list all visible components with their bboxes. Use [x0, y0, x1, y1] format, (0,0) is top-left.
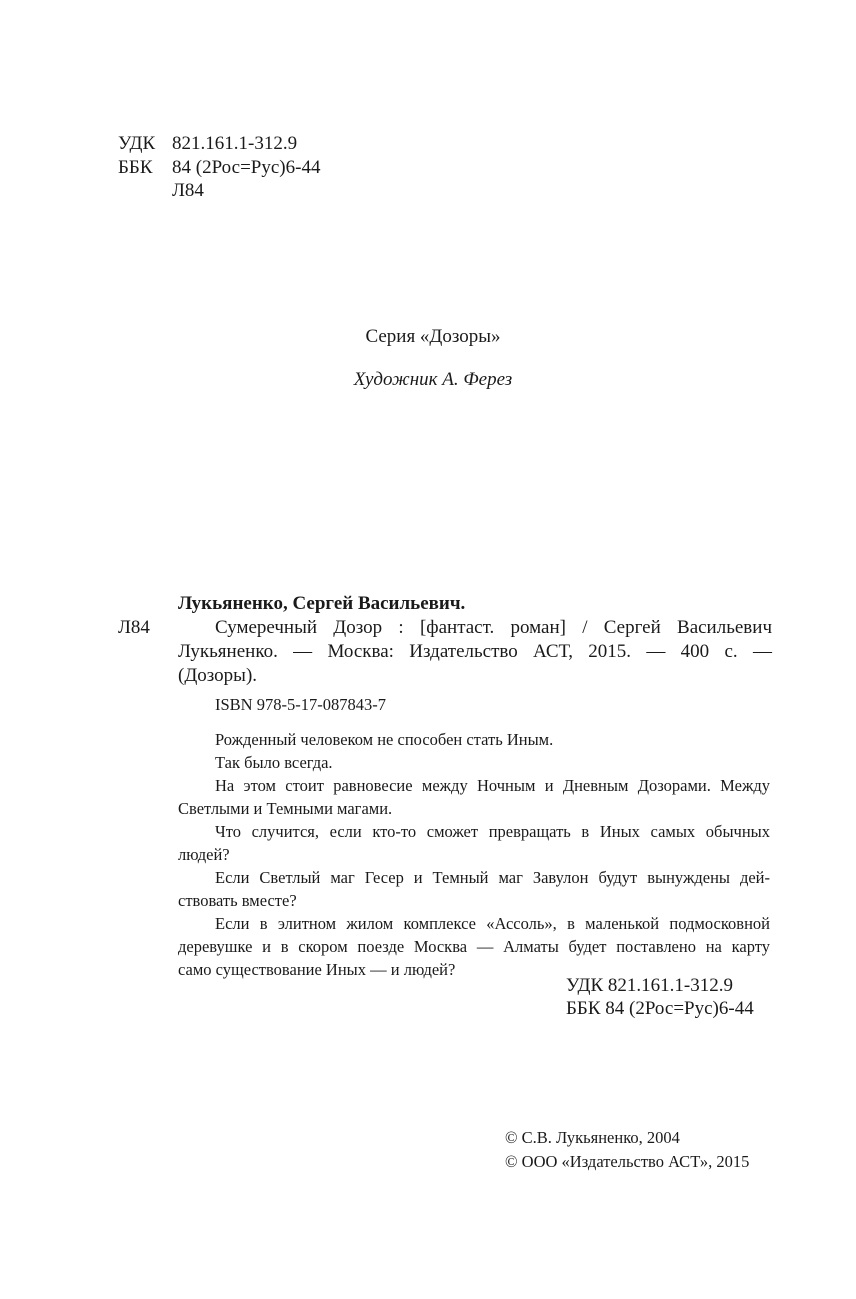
bbk-footer: ББК 84 (2Рос=Рус)6-44 [566, 998, 754, 1019]
bbk-value: 84 (2Рос=Рус)6-44 [172, 157, 321, 178]
record-line: Лукьяненко. — Москва: Издательство АСТ, 2015. — 400 с. — [178, 641, 772, 662]
annotation-line: Что случится, если кто-то сможет превращать в Иных самых обычных [215, 822, 770, 841]
artist-credit: Художник А. Ферез [353, 369, 513, 390]
record-line: Сумеречный Дозор : [фантаст. роман] / Сергей Васильевич [215, 617, 772, 638]
udk-footer: УДК 821.161.1-312.9 [566, 975, 733, 996]
author-mark: Л84 [172, 180, 204, 201]
annotation-line: Светлыми и Темными магами. [178, 799, 393, 818]
udk-value: 821.161.1-312.9 [172, 133, 298, 154]
annotation-line: деревушке и в скором поезде Москва — Алматы будет поставлено на карту [178, 937, 770, 956]
copyright-line: © С.В. Лукьяненко, 2004 [505, 1128, 680, 1147]
annotation-line: ствовать вместе? [178, 891, 297, 910]
annotation-line: само существование Иных — и людей? [178, 960, 456, 979]
record-line: (Дозоры). [178, 665, 258, 686]
copyright-line: © ООО «Издательство АСТ», 2015 [505, 1152, 750, 1171]
bbk-label: ББК [118, 157, 153, 178]
record-author-mark: Л84 [118, 617, 150, 638]
annotation-line: Если Светлый маг Гесер и Темный маг Завулон будут вынуждены дей- [215, 868, 770, 887]
annotation-line: людей? [178, 845, 230, 864]
annotation-line: Рожденный человеком не способен стать Иным. [215, 730, 554, 749]
series-title: Серия «Дозоры» [365, 326, 501, 347]
record-heading: Лукьяненко, Сергей Васильевич. [178, 593, 466, 614]
annotation-line: На этом стоит равновесие между Ночным и Дневным Дозорами. Между [215, 776, 770, 795]
isbn: ISBN 978-5-17-087843-7 [215, 695, 386, 714]
annotation-line: Если в элитном жилом комплексе «Ассоль», в маленькой подмосковной [215, 914, 770, 933]
annotation-line: Так было всегда. [215, 753, 333, 772]
udk-label: УДК [118, 133, 156, 154]
